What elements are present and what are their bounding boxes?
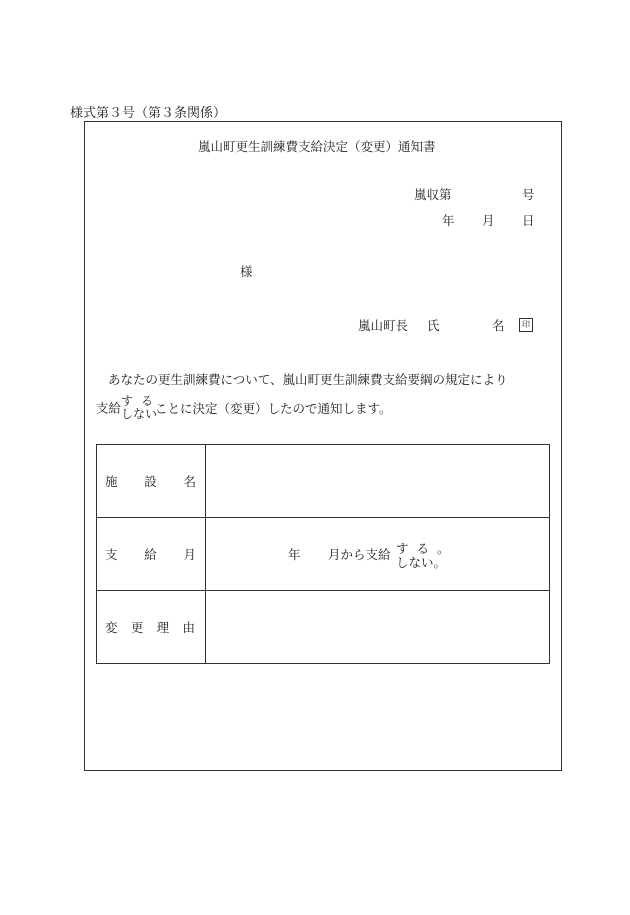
- choice-shinai: しない: [121, 407, 158, 421]
- payment-choice: [121, 396, 161, 422]
- change-reason-label-char: 由: [182, 620, 195, 635]
- change-reason-label: [97, 591, 206, 664]
- facility-label: [97, 445, 206, 518]
- payment-year-label: 年: [288, 547, 301, 562]
- change-reason-value: [206, 591, 550, 664]
- facility-label-char: 名: [183, 474, 196, 489]
- change-reason-label-char: 理: [156, 620, 170, 635]
- date-year: 年: [442, 213, 455, 228]
- facility-label-char: 施: [105, 474, 118, 489]
- facility-label-char: 設: [144, 474, 157, 489]
- table-row-payment-month: [97, 518, 550, 591]
- payment-month-label-char: 支: [105, 547, 118, 562]
- payment-choice-top: する。: [396, 541, 458, 556]
- table-row-change-reason: [97, 591, 550, 664]
- date-month: 月: [482, 213, 495, 228]
- document-number-suffix: 号: [522, 187, 535, 202]
- date-day: 日: [522, 213, 535, 228]
- issuer-title: 嵐山町長: [358, 318, 409, 333]
- change-reason-label-char: 更: [130, 620, 144, 635]
- payment-month-label: [97, 518, 206, 591]
- addressee-suffix: 様: [240, 264, 253, 279]
- table-row-facility: [97, 445, 550, 518]
- info-table: [96, 444, 550, 664]
- seal-icon: 印: [519, 318, 533, 332]
- payment-choice-bottom: しない。: [396, 555, 447, 570]
- document-number: [414, 185, 452, 203]
- payment-month-value: [206, 518, 550, 591]
- issuer-shi: 氏: [427, 318, 440, 333]
- body-line-1: あなたの更生訓練費について、嵐山町更生訓練費支給要綱の規定により: [108, 372, 508, 387]
- payment-month-label-char: 月: [183, 547, 196, 562]
- seal-mark: [517, 316, 533, 332]
- facility-value: [206, 445, 550, 518]
- form-title: 嵐山町更生訓練費支給決定（変更）通知書: [198, 139, 436, 154]
- body-line-2-suffix: ことに決定（変更）したので通知します。: [155, 400, 392, 416]
- body-line-2: [96, 396, 392, 422]
- body-line-2-prefix: 支給: [96, 400, 122, 416]
- choice-suru: する: [121, 394, 162, 408]
- form-number-label: 様式第３号（第３条関係）: [70, 106, 227, 121]
- issuer-mei: 名: [492, 318, 505, 333]
- document-number-prefix: 嵐収第: [414, 187, 452, 202]
- payment-month-label-char: 給: [144, 547, 157, 562]
- change-reason-label-char: 変: [105, 620, 118, 635]
- payment-month-text: 月から支給: [328, 547, 391, 562]
